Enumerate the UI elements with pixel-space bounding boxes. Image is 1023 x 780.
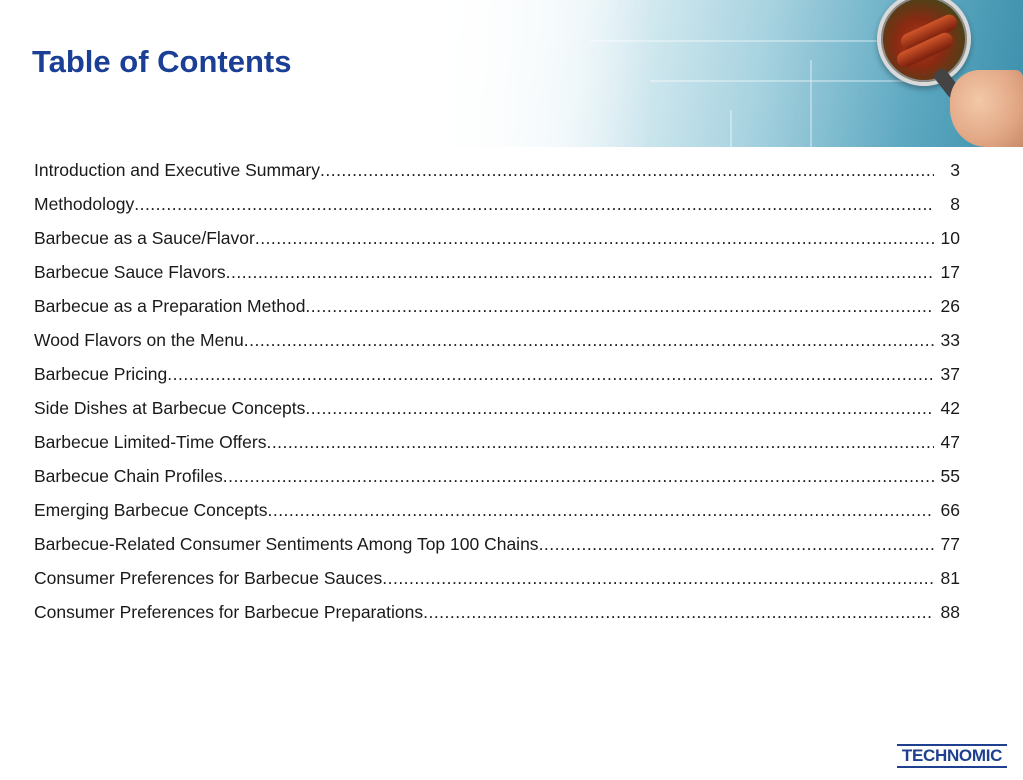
toc-entry[interactable] (34, 296, 960, 330)
toc-page-number: 42 (940, 398, 960, 418)
logo-bar-bottom (897, 766, 1007, 768)
circuit-line (730, 110, 732, 147)
toc-dot-leader (382, 568, 934, 589)
toc-dot-leader (320, 160, 934, 181)
toc-entry[interactable] (34, 602, 960, 636)
toc-entry[interactable] (34, 466, 960, 500)
toc-page-number: 81 (940, 568, 960, 588)
toc-dot-leader (223, 466, 934, 487)
toc-entry[interactable] (34, 330, 960, 364)
toc-page-number: 8 (950, 194, 960, 214)
table-of-contents (34, 160, 960, 636)
toc-page-number: 77 (940, 534, 960, 554)
toc-dot-leader (539, 534, 934, 555)
toc-entry-title: Side Dishes at Barbecue Concepts (34, 398, 306, 418)
toc-page-number: 26 (940, 296, 960, 316)
page-title: Table of Contents (32, 44, 292, 79)
toc-entry-title: Methodology (34, 194, 135, 214)
toc-entry-title: Wood Flavors on the Menu (34, 330, 244, 350)
toc-page-number: 17 (940, 262, 960, 282)
circuit-line (650, 80, 910, 82)
technomic-logo (897, 744, 1007, 768)
circuit-line (810, 60, 812, 147)
circuit-line (590, 40, 890, 42)
toc-entry-title: Barbecue Chain Profiles (34, 466, 223, 486)
toc-entry-title: Introduction and Executive Summary (34, 160, 320, 180)
toc-entry[interactable] (34, 364, 960, 398)
toc-dot-leader (267, 500, 934, 521)
toc-dot-leader (226, 262, 934, 283)
toc-entry[interactable] (34, 160, 960, 194)
toc-entry-title: Emerging Barbecue Concepts (34, 500, 268, 520)
toc-entry-title: Barbecue as a Preparation Method (34, 296, 306, 316)
toc-entry[interactable] (34, 568, 960, 602)
toc-dot-leader (305, 398, 934, 419)
toc-dot-leader (423, 602, 934, 623)
toc-entry[interactable] (34, 500, 960, 534)
toc-entry[interactable] (34, 262, 960, 296)
toc-entry[interactable] (34, 194, 960, 228)
toc-dot-leader (134, 194, 934, 215)
toc-entry-title: Barbecue-Related Consumer Sentiments Among Top 100 Chains (34, 534, 539, 554)
toc-dot-leader (244, 330, 934, 351)
toc-entry-title: Barbecue as a Sauce/Flavor (34, 228, 255, 248)
toc-page-number: 55 (940, 466, 960, 486)
toc-entry-title: Barbecue Sauce Flavors (34, 262, 226, 282)
toc-page-number: 88 (940, 602, 960, 622)
toc-page-number: 66 (940, 500, 960, 520)
toc-dot-leader (305, 296, 934, 317)
toc-page-number: 3 (950, 160, 960, 180)
toc-entry-title: Barbecue Limited-Time Offers (34, 432, 267, 452)
toc-entry-title: Barbecue Pricing (34, 364, 168, 384)
toc-entry-title: Consumer Preferences for Barbecue Sauces (34, 568, 383, 588)
toc-entry[interactable] (34, 534, 960, 568)
toc-entry-title: Consumer Preferences for Barbecue Preparations (34, 602, 424, 622)
toc-page-number: 47 (940, 432, 960, 452)
hand-image (950, 70, 1023, 147)
toc-dot-leader (255, 228, 934, 249)
banner-fade (430, 0, 650, 147)
toc-dot-leader (266, 432, 934, 453)
logo-text: TECHNOMIC (901, 746, 1003, 765)
toc-dot-leader (167, 364, 934, 385)
toc-page-number: 10 (940, 228, 960, 248)
toc-entry[interactable] (34, 228, 960, 262)
toc-entry[interactable] (34, 398, 960, 432)
toc-entry[interactable] (34, 432, 960, 466)
toc-page-number: 37 (940, 364, 960, 384)
toc-page-number: 33 (940, 330, 960, 350)
